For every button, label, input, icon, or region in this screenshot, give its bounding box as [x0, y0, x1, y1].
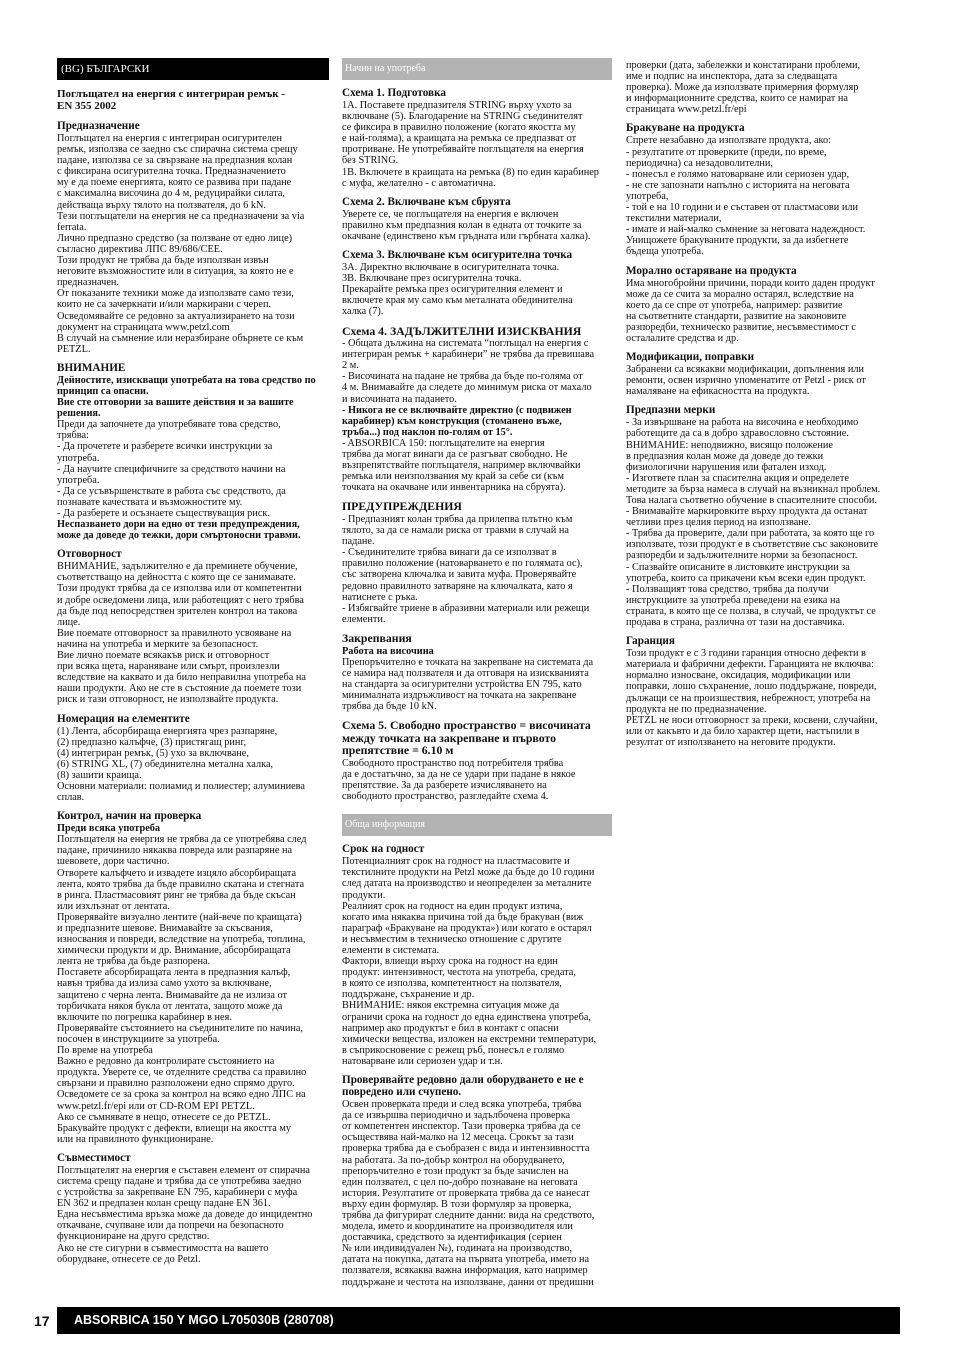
- check-text-continued: проверки (дата, забележки и констатирани проблеми, име и подпис на инспектора, дата за следващата проверка). Може да използвате примерния формуляр и информационните средства, които се намират на страницата www.petzl.fr/epi: [626, 60, 861, 116]
- inspection-heading: Контрол, начин на проверка: [57, 810, 202, 823]
- schema-2-heading: Схема 2. Включване към сбруята: [342, 195, 511, 208]
- section-bar-general-info: Обща информация: [342, 814, 612, 836]
- obsolescence-heading: Морално остаряване на продукта: [626, 264, 797, 277]
- nomenclature-heading: Номерация на елементите: [57, 712, 190, 725]
- page-number: 17: [34, 1313, 50, 1329]
- guarantee-heading: Гаранция: [626, 635, 675, 648]
- language-header: (BG) БЪЛГАРСКИ: [57, 58, 329, 80]
- warning-bold-text-2: Неспазването дори на едно от тези предупреждения, може да доведе до тежки, дори смъртоносни травми.: [57, 519, 301, 542]
- schema-3-text: 3А. Директно включване в осигурителната точка. 3В. Включване през осигурителна точка. Прекарайте ремъка през осигурителния елемент и включете края му само към металната обединителна халка (7).: [342, 262, 573, 318]
- inspection-text: Поглъщателя на енергия не трябва да се употребява след падане, причинило някаква повреда или разпаряне на шевовете, дори частично. Отворете калъфчето и извадете изцяло абсорбиращата лента, която трябва да бъде правилно скатана и стегната в ринга. Пластмасовият ринг не трябва да бъде скъсан или изхлъзнат от лентата. Проверявайте визуално лентите (най-вече по краищата) и предпазните шевове. Внимавайте за скъсвания, износвания и повреди, вследствие на употреба, топлина, химически продукти и др. Внимание, абсорбиращата лента не трябва да бъде разпорена. Поставете абсорбиращата лента в предпазния калъф, навън трябва да излиза само ухото за включване, защитено с черна лента. Внимавайте да не излиза от торбичката някоя букла от лентата, защото може да включите по погрешка карабинер в нея. Проверявайте състоянието на съединителите по начина, посочен в инструкциите за употреба. По време на употреба Важно е редовно да контролирате състоянието на продукта. Уверете се, че отделните средства са правилно свързани и правилно разположени едно спрямо друго. Осведомете се за срока за контрол на всяко едно ЛПС на www.petzl.fr/epi или от CD-ROM EPI PETZL. Ако се съмнявате в нещо, отнесете се до PETZL. Бракувайте продукт с дефекти, влиещи на якостта му или на правилното функциониране.: [57, 834, 307, 1145]
- lifetime-heading: Срок на годност: [342, 843, 425, 856]
- schema-1-text: 1А. Поставете предпазителя STRING върху ухото за включване (5). Благодарение на STRING съединителят се фиксира в правилно положение (когато якостта му е най-голяма), а краищата на ремъка се предпазват от протриване. Не употребявайте поглъщателя на енергия без STRING. 1В. Включете в краищата на ремъка (8) по един карабинер с муфа, желателно - с автоматична.: [342, 100, 599, 189]
- anchors-text: Препоръчително е точката на закрепване на системата да се намира над ползвателя и да отговаря на изискванията на стандарта за осигурителни устройства EN 795, като минималната издръжливост на точката на закрепване трябва да бъде 10 kN.: [342, 656, 594, 712]
- schema-4-bold-text: - Никога не се включвайте директно (с подвижен карабинер) към конструкция (стоманено въже, тръба...) под наклон по-голям от 15°.: [342, 404, 572, 438]
- schema-4-heading: Схема 4. ЗАДЪЛЖИТЕЛНИ ИЗИСКВАНИЯ: [342, 323, 582, 338]
- obsolescence-text: Има многобройни причини, поради които даден продукт може да се счита за морално остарял, вследствие на което да се спре от употреба, например: развитие на съответните стандарти, развитие на законовите разпоредби, техническо развитие, несъвместимост с осталалите средства и др.: [626, 277, 875, 344]
- schema-3-heading: Схема 3. Включване към осигурителна точка: [342, 249, 573, 262]
- schema-1-heading: Схема 1. Подготовка: [342, 87, 446, 99]
- warnings-text: - Предпазният колан трябва да прилепва плътно към тялото, за да се намали риска от травми в случай на падане. - Съединителите трябва винаги да се използват в правилно положение (натоварването е по голямата ос), със затворена ключалка и завита муфа. Проверявайте редовно правилното затваряне на ключалката, като я натиснете с ръка. - Избягвайте триене в абразивни материали или режещи елементи.: [342, 514, 590, 625]
- section-bar-usage: Начин на употреба: [342, 58, 612, 80]
- schema-5-heading: Схема 5. Свободно пространство = височината между точката на закрепване и първото препятствие = 6.10 м: [342, 718, 591, 758]
- compatibility-heading: Съвместимост: [57, 1151, 131, 1164]
- anchors-heading: Закрепвания: [342, 630, 412, 645]
- inspection-subheading: Преди всяка употреба: [57, 823, 161, 835]
- retirement-text: Спрете незабавно да използвате продукта, ако: - резултатите от проверките (преди, по време, периодична) са незадоволителни, - понесъл е голямо натоварване или сериозен удар, - не сте запознати напълно с историята на неговата употреба, - той е на 10 години и е съставен от пластмасови или текстилни материали, - имате и най-малко съмнение за неговата надеждност. Унищожете бракуваните продукти, за да избегнете бъдеща употреба.: [626, 135, 866, 258]
- schema-2-text: Уверете се, че поглъщателя на енергия е включен правилно към предпазния колан в едната от точките за окачване (единствено към гръдната или гърбната халка).: [342, 208, 591, 242]
- anchors-subheading: Работа на височина: [342, 645, 434, 657]
- warning-heading: ВНИМАНИЕ: [57, 361, 126, 374]
- modifications-heading: Модификации, поправки: [626, 351, 755, 364]
- warnings-heading: ПРЕДУПРЕЖДЕНИЯ: [342, 499, 462, 514]
- lifetime-text: Потенциалният срок на годност на пластмасовите и текстилните продукти на Petzl може да бъде до 10 години след датата на производство и неопределен за металните продукти. Реалният срок на годност на един продукт изтича, когато има някаква причина той да бъде бракуван (виж параграф «Бракуване на продукта») или когато е остарял и несъвместим в техническо отношение с другите елементи в системата. Фактори, влиещи върху срока на годност на един продукт: интензивност, честота на употреба, средата, в която се използва, компетентност на ползвателя, поддържане, съхранение и др. ВНИМАНИЕ: някоя екстремна ситуация може да ограничи срока на годност до една единствена употреба, например ако продуктът е бил в контакт с опасни химически вещества, изложен на екстремни температури, в съприкосновение с режещ ръб, понесъл е голямо натоварване или сериозен удар и т.н.: [342, 856, 597, 1067]
- column-1: [57, 58, 329, 1265]
- column-3: [626, 60, 896, 748]
- purpose-text: Поглъщател на енергия с интегриран осигурителен ремък, използва се заедно със спирачна система срещу падане, използва се за свързване на предпазния колан с фиксирана осигурителна точка. Предназначението му е да поеме енергията, която се развива при падане с максимална височина до 4 м, редуцирайки силата, действаща върху тялото на ползвателя, до 6 kN. Тези поглъщатели на енергия не са предназначени за via ferrata. Лично предпазно средство (за ползване от едно лице) съгласно директива ЛПС 89/686/CEE. Този продукт не трябва да бъде използван извън неговите възможностите или в ситуация, за която не е предназначен. От показаните техники може да използвате само тези, които не са зачеркнати и/или маркирани с череп. Осведомявайте се редовно за актуализирането на този документ на страницата www.petzl.com В случай на съмнение или неразбиране обърнете се към PETZL.: [57, 133, 305, 355]
- column-2: [342, 58, 612, 1288]
- schema-4-text: - Общата дължина на системата “поглъщал на енергия с интегриран ремък + карабинери” не трябва да превишава 2 м. - Височината на падане не трябва да бъде по-голяма от 4 м. Внимавайте да следете до минимум риска от махало и височината на падането.: [342, 338, 595, 405]
- footer-title: ABSORBICA 150 Y MGO L705030B (280708): [57, 1307, 900, 1334]
- purpose-heading: Предназначение: [57, 120, 140, 132]
- check-text: Освен проверката преди и след всяка употреба, трябва да се извършва периодично и задълбочена проверка от компетентен инспектор. Тази проверка трябва да се осъществява най-малко на 12 месеца. Срокът за тази проверка трябва да е съобразен с вида и интензивността на работата. За по-добър контрол на оборудването, препоръчително е този продукт за бъде зачислен на един ползвател, с цел по-добро познаване на неговата история. Резултатите от проверката трябва да се нанесат върху един формуляр. В този формуляр за проверка, трябва да фигурират следните данни: вида на средството, модела, името и координатите на производителя или доставчика, средството за идентификация (сериен № или индивидуален №), годината на производство, датата на покупка, датата на първата употреба, името на ползвателя, всякаква важна информация, като например поддържане и честота на използване, данни от предишни: [342, 1099, 595, 1288]
- retirement-heading: Бракуване на продукта: [626, 122, 745, 135]
- document-title: Поглъщател на енергия с интегриран ремък - EN 355 2002: [57, 88, 286, 112]
- modifications-text: Забранени са всякакви модификации, допълнения или ремонти, освен изрично упоменатите от Petzl - риск от намаляване на ефикасността на продукта.: [626, 364, 866, 398]
- precautions-text: - За извършване на работа на височина е необходимо работещите да са в добро здравословно състояние. ВНИМАНИЕ: неподвижно, висящо положение в предпазния колан може да доведе до тежки физиологични нарушения или фатален изход. - Изгответе план за спасителна акция и определете методите за бърза намеса в случай на възникнал проблем. Това налага съответно обучение в спасителните способи. - Внимавайте маркировките върху продукта да останат четливи през целия период на използване. - Трябва да проверите, дали при работата, за която ще го използвате, този продукт е в съответствие със законовите разпоредби и задължителните норми за безопасност. - Спазвайте описаните в листовките инструкции за употреба, които са прикачени към всеки един продукт. - Ползващият това средство, трябва да получи инструкциите за употреба преведени на езика на страната, в която ще се ползва, в случай, че продуктът се продава в страна, различна от тази на доставчика.: [626, 417, 881, 629]
- responsibility-text: ВНИМАНИЕ, задължително е да преминете обучение, съответстващо на дейността с която ще се занимавате. Този продукт трябва да се използва или от компетентни и добре осведомени лица, или работещият с него трябва да бъде под непосредствен зрителен контрол на такова лице. Вие поемате отговорност за правилното усвояване на начина на употреба и мерките за безопасност. Вие лично поемате всякакъв риск и отговорност при всяка щета, нараняване или смърт, произлезли вследствие на каквато и да било неправилна употреба на наши продукти. Ако не сте в състояние да поемете този риск и тази отговорност, не използвайте продукта.: [57, 561, 306, 706]
- responsibility-heading: Отговорност: [57, 548, 122, 561]
- warning-bold-text: Дейностите, изискващи употребата на това средство по принцип са опасни. Вие сте отговорни за вашите действия и за вашите решения.: [57, 374, 316, 420]
- warning-text: Преди да започнете да употребявате това средство, трябва: - Да прочетете и разберете всички инструкции за употреба. - Да научите специфичните за средството начини на употреба. - Да се усъвършенствате в работа със средството, да познавате качествата и възможностите му. - Да разберете и осъзнаете съществуващия риск.: [57, 419, 286, 519]
- precautions-heading: Предпазни мерки: [626, 404, 716, 417]
- schema-4-text-2: - ABSORBICA 150: поглъщателите на енергия трябва да могат винаги да се разгъват свободно. Не възпрепятствайте поглъщателя, например включвайки ремъка или неизползвания му край за себе си (към точката на окачване или инвентарника на сбруята).: [342, 437, 581, 494]
- guarantee-text: Този продукт е с 3 години гаранция относно дефекти в материала и фабрични дефекти. Гаранцията не включва: нормално износване, оксидация, модификации или поправки, лошо съхранение, лошо поддържане, повреди, дължащи се на произшествия, небрежност, употреба на продукта не по предназначение. PETZL не носи отговорност за преки, косвени, случайни, или от какъвто и да било характер щети, настъпили в резултат от използването на неговите продукти.: [626, 648, 878, 748]
- check-heading: Проверявайте редовно дали оборудването е не е повредено или счупено.: [342, 1074, 584, 1099]
- schema-5-text: Свободното пространство под потребителя трябва да е достатъчно, за да не се удари при падане в някое препятствие. За да разберете изчисляването на свободното пространство, разгледайте схема 4.: [342, 757, 576, 803]
- compatibility-text: Поглъщателят на енергия е съставен елемент от спирачна система срещу падане и трябва да се употребява заедно с устройства за закрепване EN 795, карабинери с муфа EN 362 и предпазен колан срещу падане EN 361. Една несъвместима връзка може да доведе до инцидентно откачване, счупване или да попречи на безопасното функциониране на друго средство. Ако не сте сигурни в съвместимостта на вашето оборудване, отнесете се до Petzl.: [57, 1164, 313, 1265]
- nomenclature-text: (1) Лента, абсорбираща енергията чрез разпаряне, (2) предпазно калъфче, (3) пристягащ ринг, (4) интегриран ремък, (5) ухо за включване, (6) STRING XL, (7) обединителна метална халка, (8) зашити краища. Основни материали: полиамид и полиестер; алуминиева сплав.: [57, 725, 305, 804]
